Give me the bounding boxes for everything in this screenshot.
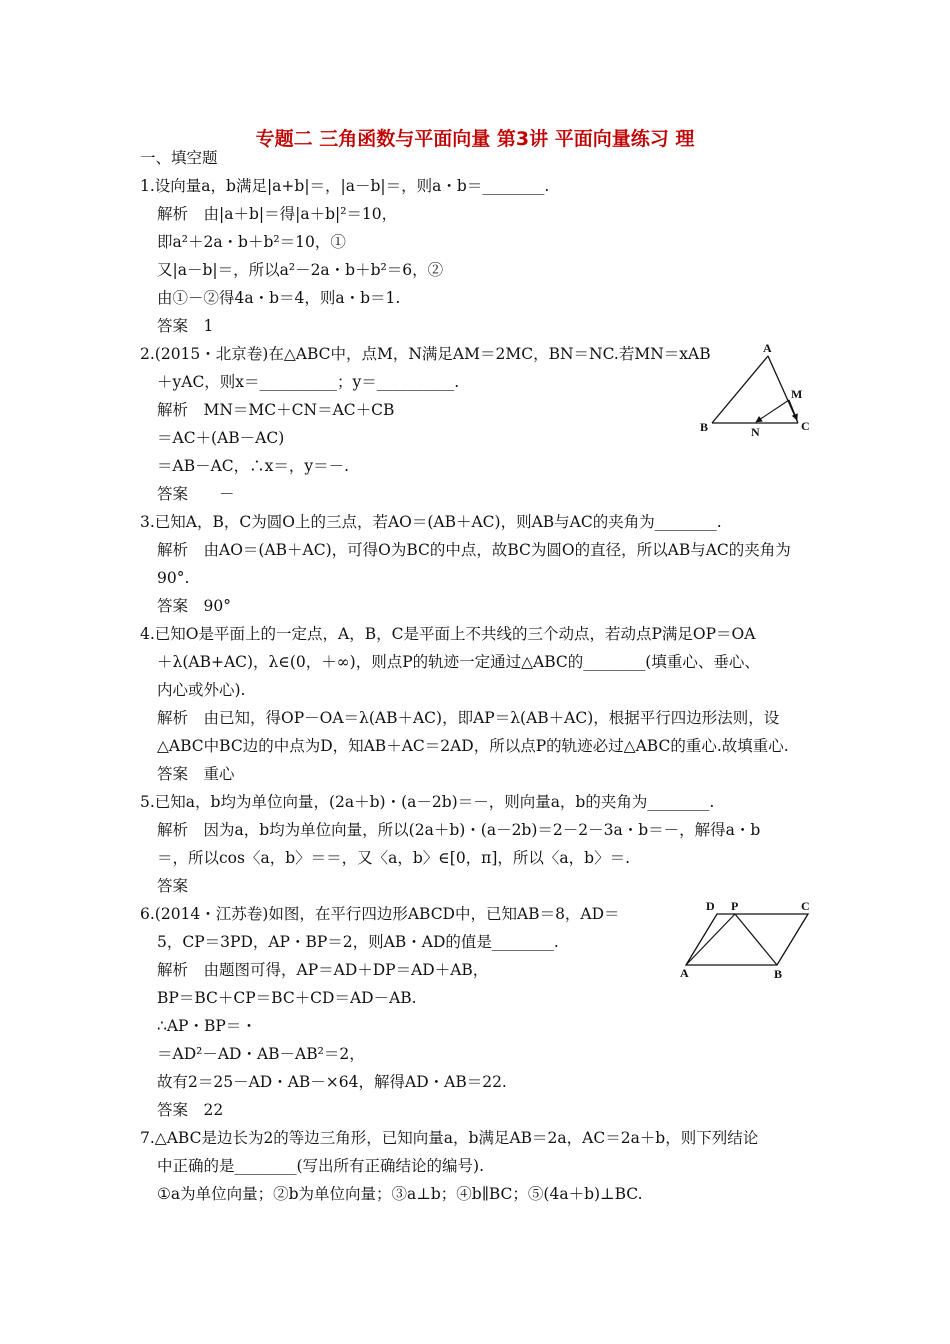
problem-5-answer: 答案 [157,877,189,895]
problem-4-solution: △ABC中BC边的中点为D，知AB＋AC＝2AD，所以点P的轨迹必过△ABC的重心.故填重心. [157,737,789,755]
problem-2-answer: 答案 － [157,485,235,503]
label-b: B [700,420,709,434]
problem-2-solution: ＝AC＋(AB－AC) [157,429,285,447]
problem-4-solution: 解析 由已知，得OP－OA＝λ(AB＋AC)，即AP＝λ(AB＋AC)，根据平行四边形法则，设 [157,709,780,727]
problem-7-line: 中正确的是________(写出所有正确结论的编号). [157,1157,485,1175]
label-c: C [801,899,810,913]
problem-6-solution: 故有2＝25－AD・AB－×64，解得AD・AB＝22. [157,1073,507,1091]
problem-5-line: 5.已知a，b均为单位向量，(2a＋b)・(a－2b)＝－，则向量a，b的夹角为________. [140,793,715,811]
triangle-figure [695,340,820,440]
problem-1-solution: 解析 由|a＋b|＝得|a＋b|²＝10， [157,205,398,223]
problem-3-answer: 答案 90° [157,597,231,615]
problem-1-solution: 又|a－b|＝，所以a²－2a・b＋b²＝6，② [157,261,444,279]
problem-3-solution: 解析 由AO＝(AB＋AC)，可得O为BC的中点，故BC为圆O的直径，所以AB与AC的夹角为 [157,541,791,559]
problem-4-answer: 答案 重心 [157,765,235,783]
label-n: N [751,425,760,439]
problem-4-line: 内心或外心). [157,681,246,699]
problem-7-line: 7.△ABC是边长为2的等边三角形，已知向量a，b满足AB＝2a，AC＝2a＋b，则下列结论 [140,1129,759,1147]
problem-6-solution: ∴AP・BP＝・ [157,1017,257,1035]
problem-4-line: 4.已知O是平面上的一定点，A，B，C是平面上不共线的三个动点，若动点P满足OP＝OA [140,625,756,643]
problem-6-solution: 解析 由题图可得，AP＝AD＋DP＝AD＋AB， [157,961,489,979]
label-m: M [791,387,803,401]
problem-6-answer: 答案 22 [157,1101,224,1119]
vector-mc [789,400,797,420]
problem-1-solution: 即a²＋2a・b＋b²＝10，① [157,233,346,251]
problem-1-line: 1.设向量a，b满足|a+b|＝，|a－b|＝，则a・b＝________. [140,177,550,195]
problem-3-line: 3.已知A，B，C为圆O上的三点，若AO＝(AB＋AC)，则AB与AC的夹角为________. [140,513,722,531]
problem-6-line: 5，CP＝3PD，AP・BP＝2，则AB・AD的值是________. [157,933,559,951]
segment-bp [735,914,777,965]
vector-mn [756,400,789,422]
problem-2-solution: 解析 MN＝MC＋CN＝AC＋CB [157,401,395,419]
side-ab [712,356,768,423]
problem-4-line: ＋λ(AB+AC)，λ∈(0，＋∞)，则点P的轨迹一定通过△ABC的________(填重心、垂心、 [157,653,760,671]
label-a: A [763,341,772,355]
segment-ap [686,914,735,965]
problem-2-solution: ＝AB－AC，∴x＝，y＝－. [157,457,350,475]
section-heading: 一、填空题 [140,149,218,167]
problem-5-solution: 解析 因为a，b均为单位向量，所以(2a＋b)・(a－2b)＝2－2－3a・b＝－，解得a・b [157,821,761,839]
label-a: A [680,966,689,980]
problem-2-line: ＋yAC，则x＝__________；y＝__________. [157,373,460,391]
problem-3-solution: 90°. [157,569,190,587]
page-title: 专题二 三角函数与平面向量 第3讲 平面向量练习 理 [255,128,695,150]
problem-1-solution: 由①－②得4a・b＝4，则a・b＝1. [157,289,401,307]
parallelogram-figure [675,898,820,986]
parallelogram-abcd [686,914,808,965]
label-p: P [731,899,739,913]
problem-5-solution: ＝，所以cos〈a，b〉＝＝，又〈a，b〉∈[0，π]，所以〈a，b〉＝. [157,849,631,867]
label-b: B [774,967,783,981]
problem-6-solution: BP＝BC＋CP＝BC＋CD＝AD－AB. [157,989,417,1007]
problem-6-solution: ＝AD²－AD・AB－AB²＝2， [157,1045,365,1063]
problem-7-line: ①a为单位向量；②b为单位向量；③a⊥b；④b∥BC；⑤(4a＋b)⊥BC. [157,1185,643,1203]
problem-1-answer: 答案 1 [157,317,214,335]
label-d: D [706,899,715,913]
problem-2-line: 2.(2015・北京卷)在△ABC中，点M，N满足AM＝2MC，BN＝NC.若MN＝xAB [140,345,711,363]
problem-6-line: 6.(2014・江苏卷)如图，在平行四边形ABCD中，已知AB＝8，AD＝ [140,905,620,923]
label-c: C [801,419,810,433]
